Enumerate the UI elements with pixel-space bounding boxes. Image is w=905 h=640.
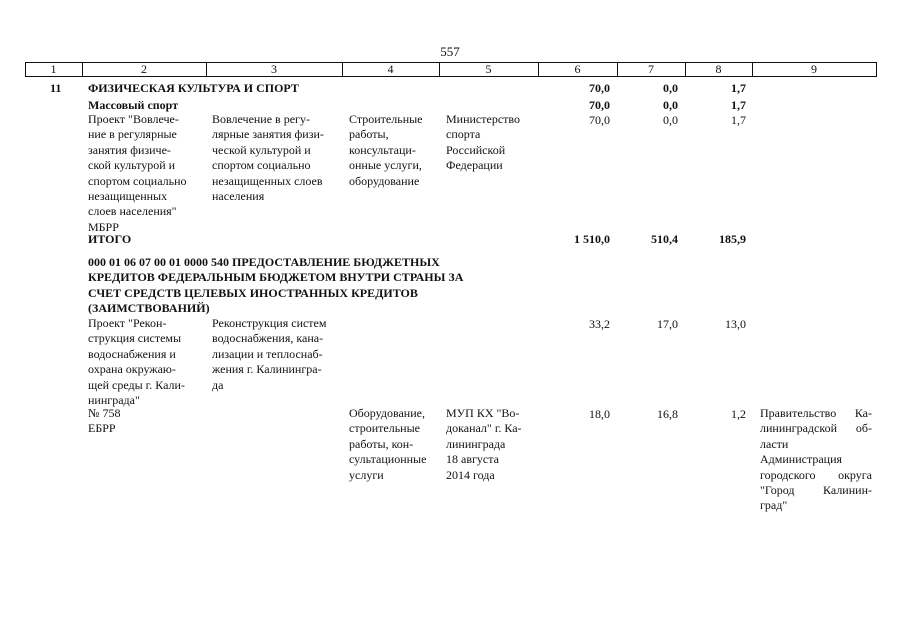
heading-line: СЧЕТ СРЕДСТВ ЦЕЛЕВЫХ ИНОСТРАННЫХ КРЕДИТОВ	[88, 285, 418, 300]
text-line: Российской	[446, 142, 506, 157]
text-line: жения г. Калинингра-	[212, 362, 322, 377]
text-line: лизации и теплоснаб-	[212, 346, 323, 361]
project-executor	[446, 112, 538, 174]
text-line: МБРР	[88, 219, 119, 234]
column-header: 7	[648, 62, 654, 76]
text-line: консультаци-	[349, 142, 416, 157]
text-line: Министерство	[446, 112, 520, 126]
value-col6: 70,0	[589, 98, 610, 112]
text-line: Строительные	[349, 112, 423, 126]
text-line: спорта	[446, 127, 481, 142]
project-works	[349, 112, 439, 189]
text-line: городского округа	[760, 467, 872, 482]
value-col7: 0,0	[663, 113, 678, 127]
value-col6: 70,0	[589, 113, 610, 127]
column-header: 3	[271, 62, 277, 76]
value-col8: 1,7	[731, 81, 746, 95]
column-header: 2	[141, 62, 147, 76]
value-col7: 0,0	[663, 98, 678, 112]
text-line: МУП КХ "Во-	[446, 406, 520, 420]
project-goal	[212, 112, 342, 204]
text-line: спортом социально	[212, 158, 311, 173]
value-col7: 17,0	[657, 317, 678, 331]
total-col6: 1 510,0	[574, 232, 610, 246]
text-line: да	[212, 377, 224, 392]
project-goal	[212, 316, 342, 393]
column-header: 1	[50, 62, 57, 76]
column-header: 5	[485, 62, 492, 76]
text-line: незащищенных	[88, 189, 168, 204]
section-title: ФИЗИЧЕСКАЯ КУЛЬТУРА И СПОРТ	[88, 81, 299, 95]
page-number: 557	[440, 44, 460, 59]
text-line: водоснабжения, кана-	[212, 331, 324, 346]
text-line: незащищенных слоев	[212, 173, 323, 188]
column-header: 6	[574, 62, 581, 76]
section-number: 11	[50, 81, 62, 95]
text-line: Федерации	[446, 158, 503, 173]
text-line: Правительство Ка-	[760, 406, 872, 420]
text-line: охрана окружаю-	[88, 362, 176, 377]
text-line: ние в регулярные	[88, 127, 177, 142]
text-line: доканал" г. Ка-	[446, 421, 522, 436]
text-line: ческой культурой и	[212, 142, 311, 157]
text-line: Вовлечение в регу-	[212, 112, 310, 126]
text-line: водоснабжения и	[88, 346, 176, 361]
text-line: лининградской об-	[760, 421, 872, 436]
text-line: услуги	[349, 467, 384, 482]
text-line: № 758	[88, 406, 121, 420]
loan-executor	[446, 406, 538, 483]
value-col8: 1,7	[731, 113, 746, 127]
text-line: нинграда"	[88, 393, 140, 408]
text-line: Проект "Вовлече-	[88, 112, 179, 126]
project-name	[88, 316, 206, 408]
text-line: онные услуги,	[349, 158, 422, 173]
total-col7: 510,4	[651, 232, 678, 246]
text-line: слоев населения"	[88, 204, 177, 219]
column-header: 8	[715, 62, 722, 76]
text-line: Оборудование,	[349, 406, 425, 420]
value-col6: 18,0	[589, 407, 610, 421]
text-line: 2014 года	[446, 467, 495, 482]
total-col8: 185,9	[719, 232, 746, 246]
value-col8: 13,0	[725, 317, 746, 331]
project-name	[88, 112, 206, 235]
section-heading	[88, 255, 518, 317]
text-line: строительные	[349, 421, 420, 436]
text-line: град"	[760, 498, 788, 513]
text-line: 18 августа	[446, 452, 499, 467]
heading-line: КРЕДИТОВ ФЕДЕРАЛЬНЫМ БЮДЖЕТОМ ВНУТРИ СТРАНЫ ЗА	[88, 270, 464, 285]
text-line: спортом социально	[88, 173, 187, 188]
value-col6: 70,0	[589, 81, 610, 95]
subsection-title: Массовый спорт	[88, 98, 179, 112]
value-col8: 1,2	[731, 407, 746, 421]
text-line: населения	[212, 189, 265, 204]
text-line: сультационные	[349, 452, 427, 467]
text-line: Проект "Рекон-	[88, 316, 167, 330]
text-line: работы, кон-	[349, 436, 414, 451]
text-line: оборудование	[349, 173, 420, 188]
text-line: Администрация	[760, 452, 843, 467]
loan-number	[88, 406, 206, 437]
text-line: ласти	[760, 436, 789, 451]
loan-works	[349, 406, 439, 483]
total-label: ИТОГО	[88, 232, 132, 246]
text-line: лярные занятия физи-	[212, 127, 324, 142]
text-line: Реконструкция систем	[212, 316, 327, 330]
text-line: щей среды г. Кали-	[88, 377, 185, 392]
column-header: 9	[811, 62, 817, 76]
text-line: ской культурой и	[88, 158, 176, 173]
text-line: занятия физиче-	[88, 142, 171, 157]
value-col8: 1,7	[731, 98, 746, 112]
heading-line: (ЗАИМСТВОВАНИЙ)	[88, 301, 210, 316]
text-line: лининграда	[446, 436, 506, 451]
value-col7: 16,8	[657, 407, 678, 421]
text-line: "Город Калинин-	[760, 483, 872, 498]
column-header: 4	[387, 62, 394, 76]
heading-line: 000 01 06 07 00 01 0000 540 ПРЕДОСТАВЛЕНИЕ БЮДЖЕТНЫХ	[88, 255, 440, 269]
text-line: ЕБРР	[88, 421, 116, 436]
value-col7: 0,0	[663, 81, 678, 95]
value-col6: 33,2	[589, 317, 610, 331]
text-line: струкция системы	[88, 331, 182, 346]
loan-recipient	[760, 406, 872, 514]
text-line: работы,	[349, 127, 389, 142]
